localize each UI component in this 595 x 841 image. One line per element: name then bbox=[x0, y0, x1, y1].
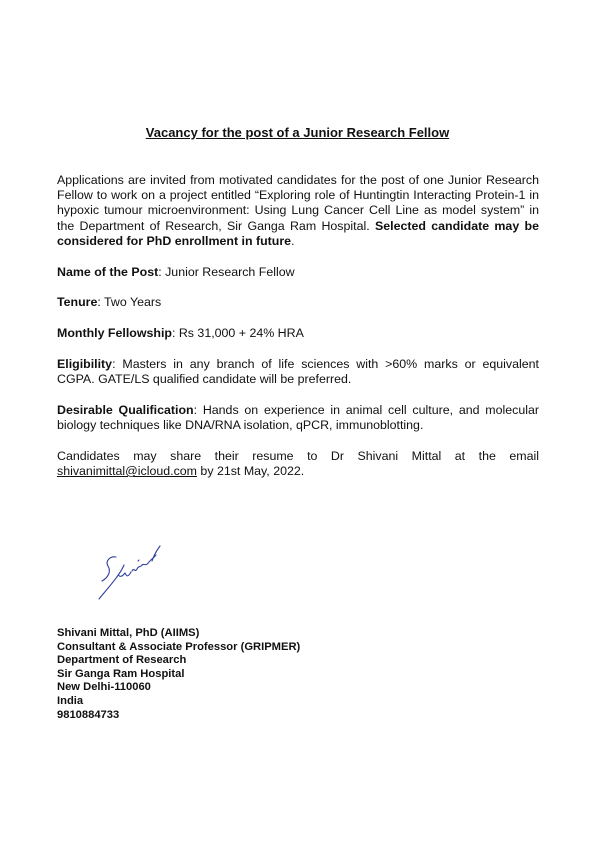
signatory-name: Shivani Mittal, PhD (AIIMS) bbox=[57, 627, 200, 639]
qualification-paragraph bbox=[57, 403, 539, 433]
signatory-department: Department of Research bbox=[57, 654, 187, 667]
email-link[interactable]: shivanimittal@icloud.com bbox=[57, 464, 197, 479]
intro-text: Applications are invited from motivated candidates for the post of one Junior Research Fellow to work on a project entitled “Exploring role of Huntingtin Interacting Protein-1 in hypoxic tumour microenvironment: Using Lung Cancer Cell Line as model system” in the Department of Research, Sir Ganga Ram Hospital. bbox=[57, 173, 539, 233]
post-name-label: Name of the Post bbox=[57, 264, 159, 279]
tenure-label: Tenure bbox=[57, 295, 98, 310]
fellowship-label: Monthly Fellowship bbox=[57, 326, 172, 341]
intro-paragraph bbox=[57, 173, 539, 249]
eligibility-label: Eligibility bbox=[57, 357, 113, 371]
fellowship-value: : Rs 31,000 + 24% HRA bbox=[171, 326, 304, 341]
eligibility-paragraph bbox=[57, 357, 539, 387]
signatory-country: India bbox=[57, 694, 84, 707]
tenure-line bbox=[57, 295, 539, 310]
signatory-hospital: Sir Ganga Ram Hospital bbox=[57, 667, 185, 680]
qualification-label: Desirable Qualification bbox=[57, 403, 194, 417]
fellowship-line bbox=[57, 326, 539, 341]
eligibility-value: : Masters in any branch of life sciences with >60% marks or equivalent CGPA. GATE/LS qualified candidate will be preferred. bbox=[57, 357, 539, 387]
body-content bbox=[57, 173, 539, 479]
page-title: Vacancy for the post of a Junior Research Fellow bbox=[145, 125, 450, 140]
handwritten-signature bbox=[94, 543, 166, 601]
signatory-block bbox=[57, 627, 300, 722]
contact-end: by 21st May, 2022. bbox=[196, 464, 305, 479]
post-name-line bbox=[57, 265, 539, 280]
post-name-value: : Junior Research Fellow bbox=[158, 264, 295, 279]
intro-end: . bbox=[291, 233, 295, 248]
signatory-designation: Consultant & Associate Professor (GRIPMER) bbox=[57, 640, 301, 653]
tenure-value: : Two Years bbox=[97, 295, 162, 310]
intro-bold-text: Selected candidate may be considered for PhD enrollment in future bbox=[57, 218, 539, 248]
signatory-phone: 9810884733 bbox=[57, 708, 120, 721]
contact-text: Candidates may share their resume to Dr Shivani Mittal at the email bbox=[57, 449, 539, 463]
qualification-value: : Hands on experience in animal cell culture, and molecular biology techniques like DNA/RNA isolation, qPCR, immunoblotting. bbox=[57, 403, 539, 433]
contact-paragraph bbox=[57, 449, 539, 479]
signatory-city: New Delhi-110060 bbox=[57, 681, 151, 694]
